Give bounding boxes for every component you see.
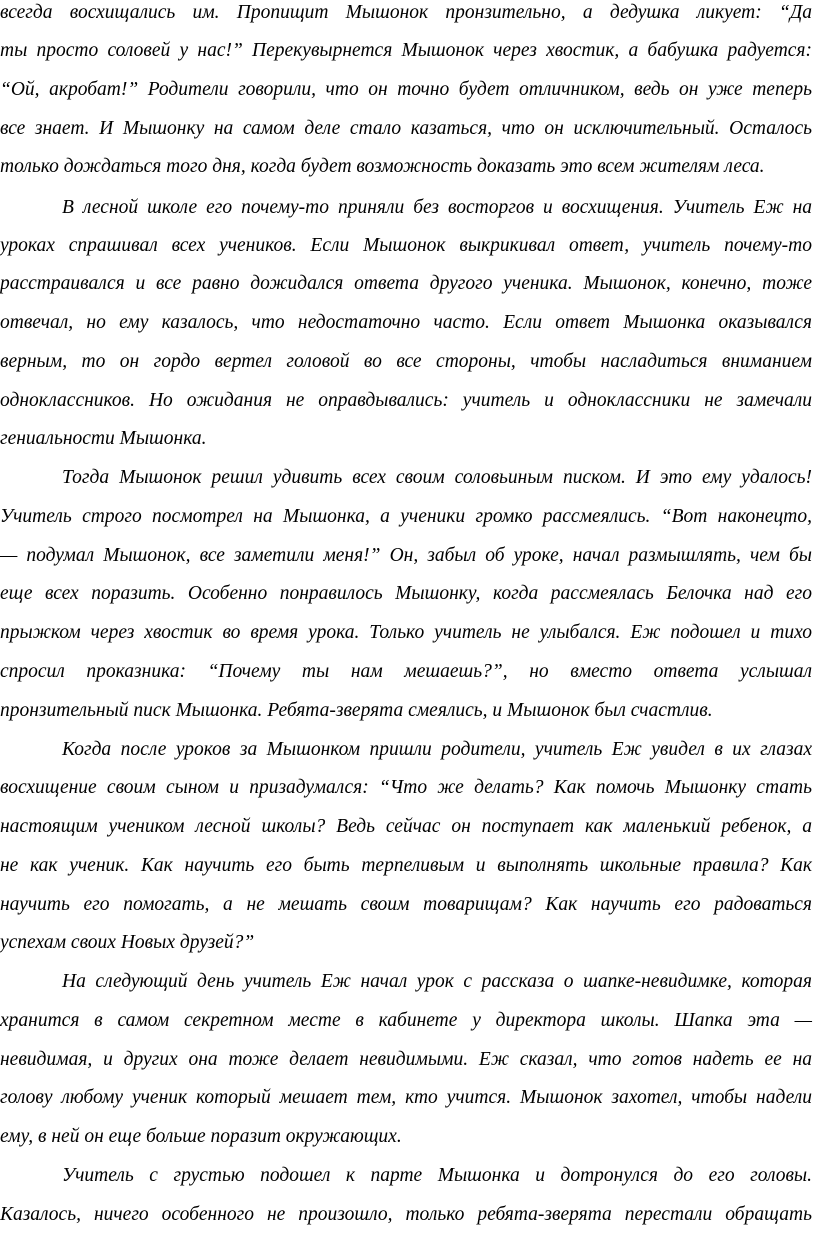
paragraph-first-line: Когда после уроков за Мышонком пришли родители, учитель Еж увидел в их глазах bbox=[62, 739, 812, 760]
text-line: расстраивался и все равно дожидался ответа другого ученика. Мышонок, конечно, тоже bbox=[0, 273, 812, 294]
text-line: все знает. И Мышонку на самом деле стало казаться, что он исключительный. Осталось bbox=[0, 118, 812, 139]
text-line: научить его помогать, а не мешать своим товарищам? Как научить его радоваться bbox=[0, 894, 812, 915]
text-line: только дождаться того дня, когда будет возможность доказать это всем жителям леса. bbox=[0, 156, 765, 177]
text-line: не как ученик. Как научить его быть терпеливым и выполнять школьные правила? Как bbox=[0, 855, 812, 876]
text-line: еще всех поразить. Особенно понравилось Мышонку, когда рассмеялась Белочка над его bbox=[0, 583, 812, 604]
text-line: хранится в самом секретном месте в кабинете у директора школы. Шапка эта — bbox=[0, 1010, 812, 1031]
paragraph-first-line: Тогда Мышонок решил удивить всех своим соловьиным писком. И это ему удалось! bbox=[62, 467, 812, 488]
text-line: Казалось, ничего особенного не произошло, только ребята-зверята перестали обращать bbox=[0, 1204, 812, 1225]
text-line: ему, в ней он еще больше поразит окружающих. bbox=[0, 1126, 402, 1147]
text-line: уроках спрашивал всех учеников. Если Мышонок выкрикивал ответ, учитель почему-то bbox=[0, 235, 812, 256]
paragraph-first-line: Учитель с грустью подошел к парте Мышонка и дотронулся до его головы. bbox=[62, 1165, 812, 1186]
text-line: восхищение своим сыном и призадумался: “Что же делать? Как помочь Мышонку стать bbox=[0, 777, 812, 798]
paragraph-first-line: В лесной школе его почему-то приняли без восторгов и восхищения. Учитель Еж на bbox=[62, 197, 812, 218]
text-line: голову любому ученик который мешает тем, кто учится. Мышонок захотел, чтобы надели bbox=[0, 1087, 812, 1108]
paragraph-first-line: На следующий день учитель Еж начал урок с рассказа о шапке-невидимке, которая bbox=[62, 971, 812, 992]
text-line: пронзительный писк Мышонка. Ребята-зверята смеялись, и Мышонок был счастлив. bbox=[0, 700, 713, 721]
text-line: настоящим учеником лесной школы? Ведь сейчас он поступает как маленький ребенок, а bbox=[0, 816, 812, 837]
text-line: спросил проказника: “Почему ты нам мешаешь?”, но вместо ответа услышал bbox=[0, 661, 812, 682]
text-line: Учитель строго посмотрел на Мышонка, а ученики громко рассмеялись. “Вот наконецто, bbox=[0, 506, 812, 527]
text-line: всегда восхищались им. Пропищит Мышонок пронзительно, а дедушка ликует: “Да bbox=[0, 2, 812, 23]
text-line: прыжком через хвостик во время урока. Только учитель не улыбался. Еж подошел и тихо bbox=[0, 622, 812, 643]
text-line: ты просто соловей у нас!” Перекувырнется Мышонок через хвостик, а бабушка радуется: bbox=[0, 40, 812, 61]
text-line: — подумал Мышонок, все заметили меня!” Он, забыл об уроке, начал размышлять, чем бы bbox=[0, 545, 812, 566]
text-line: одноклассников. Но ожидания не оправдывались: учитель и одноклассники не замечали bbox=[0, 390, 812, 411]
text-line: “Ой, акробат!” Родители говорили, что он точно будет отличником, ведь он уже теперь bbox=[0, 79, 812, 100]
text-line: невидимая, и других она тоже делает невидимыми. Еж сказал, что готов надеть ее на bbox=[0, 1049, 812, 1070]
text-line: гениальности Мышонка. bbox=[0, 428, 207, 449]
text-line: успехам своих Новых друзей?” bbox=[0, 932, 255, 953]
text-line: отвечал, но ему казалось, что недостаточно часто. Если ответ Мышонка оказывался bbox=[0, 312, 812, 333]
text-line: верным, то он гордо вертел головой во все стороны, чтобы насладиться вниманием bbox=[0, 351, 812, 372]
